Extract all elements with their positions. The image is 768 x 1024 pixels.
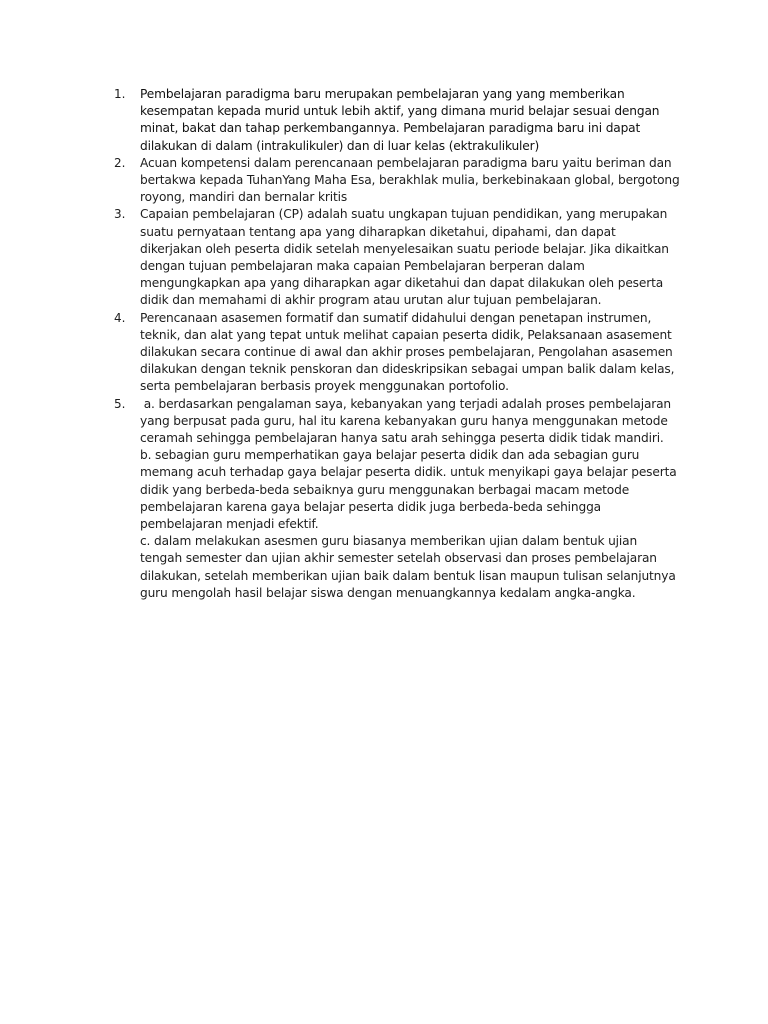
list-number-3: 3. — [114, 207, 126, 222]
list-text-4: Perencanaan asasemen formatif dan sumatif didahului dengan penetapan instrumen, teknik, dan alat yang tepat untuk melihat capaian peserta didik, Pelaksanaan asasement dilakukan secara continue di awal dan akhir proses pembelajaran, Pengolahan asasemen dilakukan dengan teknik penskoran dan dideskripsikan sebagai umpan balik dalam kelas, serta pembelajaran berbasis proyek menggunakan portofolio. — [140, 310, 675, 394]
list-text-3: Capaian pembelajaran (CP) adalah suatu ungkapan tujuan pendidikan, yang merupakan suatu pernyataan tentang apa yang diharapkan diketahui, dipahami, dan dapat dikerjakan oleh peserta didik setelah menyelesaikan suatu periode belajar. Jika dikaitkan dengan tujuan pembelajaran maka capaian Pembelajaran berperan dalam mengungkapkan apa yang diharapkan agar diketahui dan dapat dilakukan oleh peserta didik dan memahami di akhir program atau urutan alur tujuan pembelajaran. — [140, 207, 669, 308]
list-number-4: 4. — [114, 310, 126, 325]
list-text-5a: a. berdasarkan pengalaman saya, kebanyakan yang terjadi adalah proses pembelajaran yang berpusat pada guru, hal itu karena kebanyakan guru hanya menggunakan metode ceramah sehingga pembelajaran hanya satu arah sehingga peserta didik tidak mandiri. — [140, 396, 675, 446]
list-text-5b: b. sebagian guru memperhatikan gaya belajar peserta didik dan ada sebagian guru memang acuh terhadap gaya belajar peserta didik. untuk menyikapi gaya belajar peserta didik yang berbeda-beda sebaiknya guru menggunakan berbagai macam metode pembelajaran karena gaya belajar peserta didik juga berbeda-beda sehingga pembelajaran menjadi efektif. — [140, 448, 677, 532]
list-number-5: 5. — [114, 396, 126, 411]
list-item-1 — [110, 86, 680, 155]
list-number-2: 2. — [114, 155, 126, 170]
numbered-answer-list — [110, 86, 680, 602]
list-item-4 — [110, 310, 680, 396]
list-item-5 — [110, 396, 680, 602]
list-text-2: Acuan kompetensi dalam perencanaan pembelajaran paradigma baru yaitu beriman dan bertakwa kepada TuhanYang Maha Esa, berakhlak mulia, berkebinakaan global, bergotong royong, mandiri dan bernalar kritis — [140, 155, 680, 205]
list-text-5c: c. dalam melakukan asesmen guru biasanya memberikan ujian dalam bentuk ujian tengah semester dan ujian akhir semester setelah observasi dan proses pembelajaran dilakukan, setelah memberikan ujian baik dalam bentuk lisan maupun tulisan selanjutnya guru mengolah hasil belajar siswa dengan menuangkannya kedalam angka-angka. — [140, 534, 676, 600]
list-item-2 — [110, 155, 680, 207]
list-text-1: Pembelajaran paradigma baru merupakan pembelajaran yang yang memberikan kesempatan kepada murid untuk lebih aktif, yang dimana murid belajar sesuai dengan minat, bakat dan tahap perkembangannya. Pembelajaran paradigma baru ini dapat dilakukan di dalam (intrakulikuler) dan di luar kelas (ektrakulikuler) — [140, 87, 660, 153]
list-text-5 — [140, 396, 680, 602]
list-number-1: 1. — [114, 87, 126, 101]
list-item-3 — [110, 206, 680, 309]
